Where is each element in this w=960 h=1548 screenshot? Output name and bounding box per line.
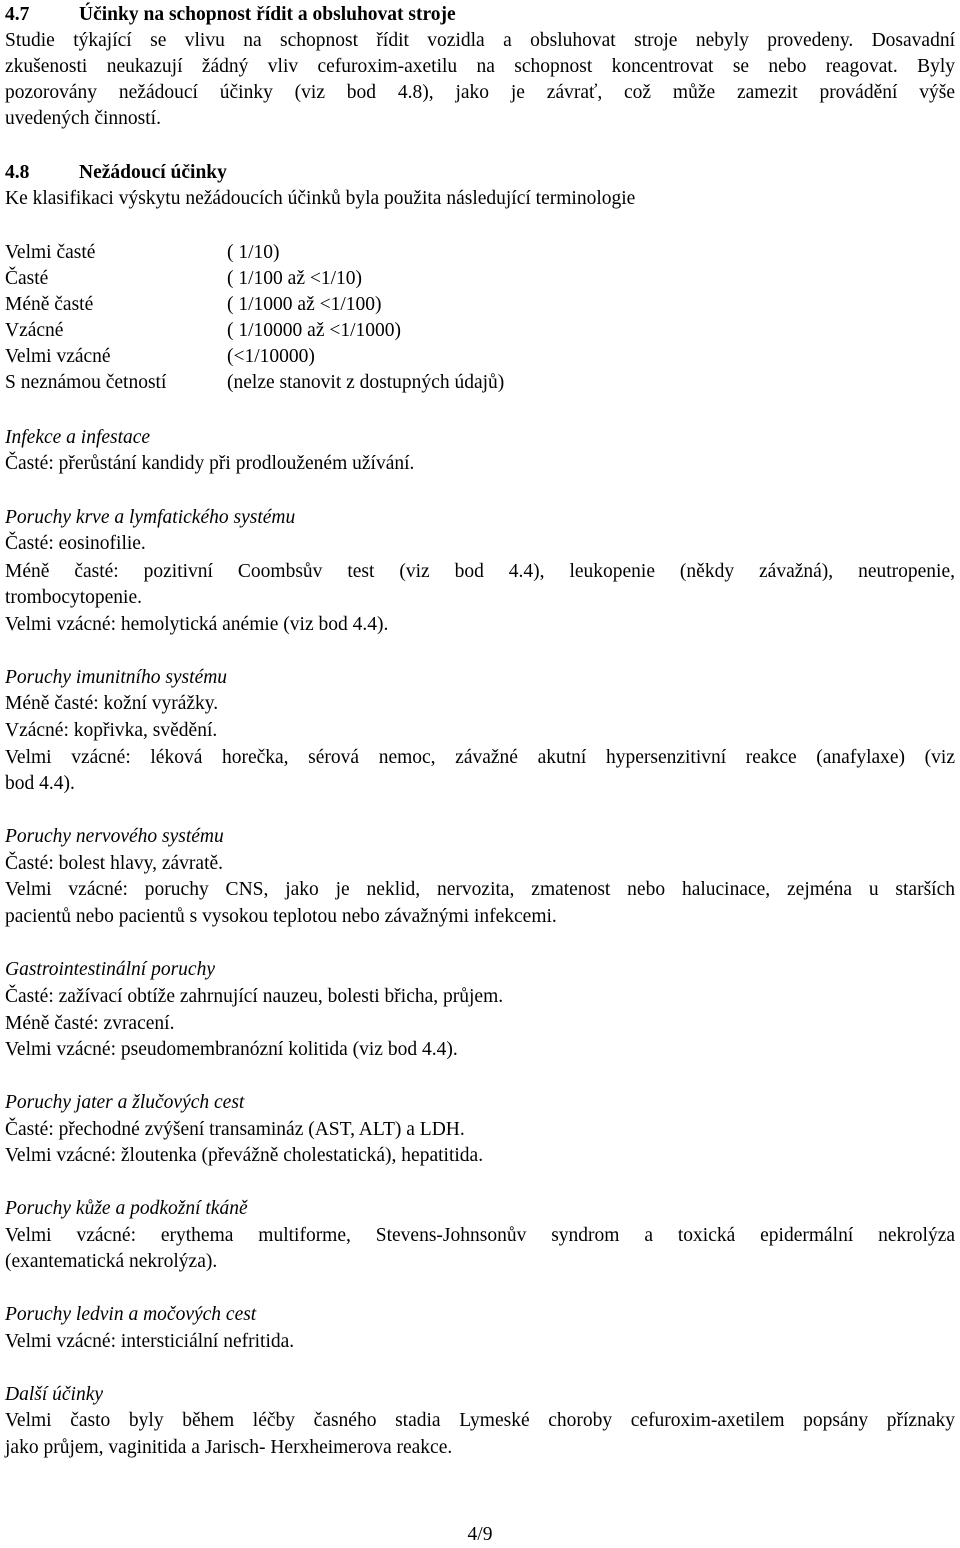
frequency-term: Vzácné [5, 320, 64, 341]
frequency-term: Velmi vzácné [5, 346, 111, 367]
category-line: Velmi vzácné: žloutenka (převážně cholestatická), hepatitida. [5, 1145, 484, 1166]
frequency-term: Méně časté [5, 294, 94, 315]
category-line: Méně časté: kožní vyrážky. [5, 693, 219, 714]
category-heading: Infekce a infestace [5, 427, 151, 448]
category-line: Velmi vzácné: intersticiální nefritida. [5, 1331, 295, 1352]
section-number: 4.8 [5, 162, 30, 183]
category-line: Časté: eosinofilie. [5, 533, 146, 554]
category-line: Méně časté: pozitivní Coombsův test (viz bod 4.4), leukopenie (někdy závažná), neutropenie, [5, 561, 955, 582]
category-line: Méně časté: zvracení. [5, 1013, 175, 1034]
category-line: Velmi vzácné: hemolytická anémie (viz bod 4.4). [5, 614, 389, 635]
category-line: Velmi často byly během léčby časného stadia Lymeské choroby cefuroxim-axetilem popsány příznaky [5, 1410, 955, 1431]
category-line: Velmi vzácné: erythema multiforme, Stevens-Johnsonův syndrom a toxická epidermální nekrolýza [5, 1225, 955, 1246]
frequency-term: S neznámou četností [5, 372, 167, 393]
frequency-range: (<1/10000) [227, 346, 315, 367]
section-title: Nežádoucí účinky [79, 162, 227, 183]
frequency-term: Velmi časté [5, 242, 96, 263]
section-number: 4.7 [5, 4, 30, 25]
frequency-range: ( 1/1000 až <1/100) [227, 294, 382, 315]
category-heading: Poruchy nervového systému [5, 826, 224, 847]
category-line: Velmi vzácné: léková horečka, sérová nemoc, závažné akutní hypersenzitivní reakce (anafylaxe) (viz [5, 747, 955, 768]
category-line: Časté: přerůstání kandidy při prodlouženém užívání. [5, 453, 415, 474]
category-heading: Poruchy jater a žlučových cest [5, 1092, 245, 1113]
paragraph-line: zkušenosti neukazují žádný vliv cefuroxim-axetilu na schopnost koncentrovat se nebo reagovat. Byly [5, 56, 955, 77]
category-heading: Další účinky [5, 1384, 104, 1405]
paragraph-line: uvedených činností. [5, 108, 161, 129]
category-heading: Poruchy krve a lymfatického systému [5, 507, 296, 528]
page-number: 4/9 [467, 1524, 493, 1545]
frequency-range: ( 1/100 až <1/10) [227, 268, 363, 289]
category-line: pacientů nebo pacientů s vysokou teplotou nebo závažnými infekcemi. [5, 906, 557, 927]
frequency-term: Časté [5, 268, 49, 289]
category-line: Vzácné: kopřivka, svědění. [5, 720, 218, 741]
category-line: Velmi vzácné: poruchy CNS, jako je neklid, nervozita, zmatenost nebo halucinace, zejména u starších [5, 879, 955, 900]
category-heading: Gastrointestinální poruchy [5, 959, 215, 980]
category-heading: Poruchy kůže a podkožní tkáně [5, 1198, 248, 1219]
frequency-range: ( 1/10000 až <1/1000) [227, 320, 402, 341]
category-line: trombocytopenie. [5, 587, 143, 608]
category-line: Časté: zažívací obtíže zahrnující nauzeu, bolesti břicha, průjem. [5, 986, 504, 1007]
frequency-range: ( 1/10) [227, 242, 280, 263]
category-line: (exantematická nekrolýza). [5, 1251, 218, 1272]
category-line: Časté: bolest hlavy, závratě. [5, 853, 224, 874]
category-line: Časté: přechodné zvýšení transamináz (AST, ALT) a LDH. [5, 1119, 465, 1140]
paragraph-line: pozorovány nežádoucí účinky (viz bod 4.8), jako je závrať, což může zamezit provádění výše [5, 82, 955, 103]
category-heading: Poruchy ledvin a močových cest [5, 1304, 257, 1325]
category-line: Velmi vzácné: pseudomembranózní kolitida (viz bod 4.4). [5, 1039, 458, 1060]
category-line: jako průjem, vaginitida a Jarisch- Herxheimerova reakce. [5, 1437, 453, 1458]
section-title: Účinky na schopnost řídit a obsluhovat stroje [79, 4, 456, 25]
section-intro: Ke klasifikaci výskytu nežádoucích účinků byla použita následující terminologie [5, 188, 636, 209]
category-line: bod 4.4). [5, 773, 75, 794]
section-4-7-heading [5, 2, 456, 28]
paragraph-line: Studie týkající se vlivu na schopnost řídit vozidla a obsluhovat stroje nebyly provedeny. Dosavadní [5, 30, 955, 51]
section-4-8-heading [5, 160, 227, 186]
category-heading: Poruchy imunitního systému [5, 667, 228, 688]
frequency-range: (nelze stanovit z dostupných údajů) [227, 372, 505, 393]
